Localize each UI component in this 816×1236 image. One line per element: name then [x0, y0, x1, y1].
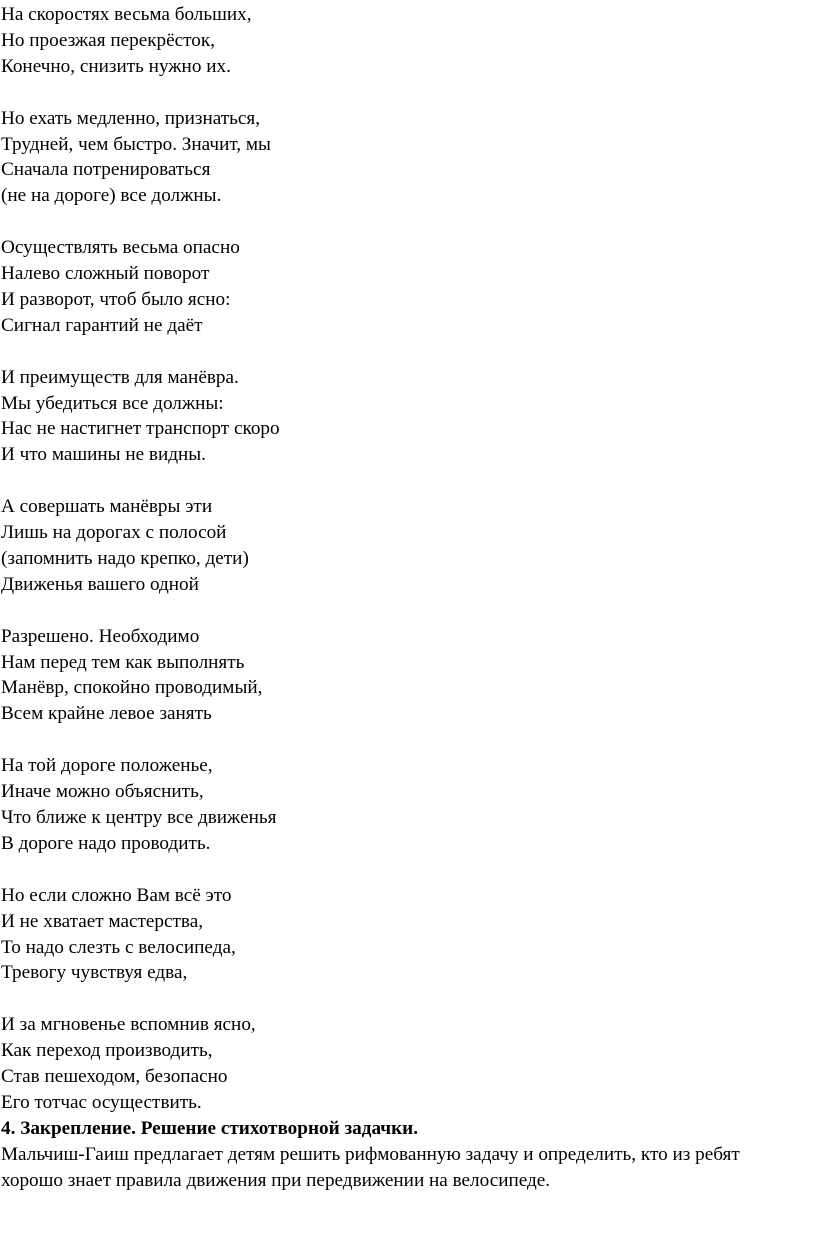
poem-line: Разрешено. Необходимо [1, 625, 200, 647]
poem-stanza-6 [1, 624, 815, 728]
poem-line: И не хватает мастерства, [1, 910, 204, 932]
poem-stanza-8 [1, 883, 815, 987]
poem-line: Лишь на дорогах с полосой [1, 522, 227, 544]
poem-stanza-5 [1, 494, 815, 598]
poem-line: На скоростях весьма больших, [1, 4, 252, 25]
poem-stanza-4 [1, 365, 815, 469]
poem-line: То надо слезть с велосипеда, [1, 936, 236, 958]
poem-line: Налево сложный поворот [1, 263, 210, 285]
poem-line: Манёвр, спокойно проводимый, [1, 677, 263, 699]
section-heading: 4. Закрепление. Решение стихотворной задачки. [1, 1117, 419, 1139]
poem-line: И преимуществ для манёвра. [1, 366, 239, 388]
poem-line: Нам перед тем как выполнять [1, 651, 245, 673]
poem-line: Сначала потренироваться [1, 159, 211, 181]
poem-stanza-7 [1, 753, 815, 857]
paragraph-line: хорошо знает правила движения при передвижении на велосипеде. [1, 1169, 551, 1191]
poem-line: Что ближе к центру все движенья [1, 807, 277, 828]
poem-line: На той дороге положенье, [1, 755, 213, 777]
poem-line: Сигнал гарантий не даёт [1, 314, 203, 336]
poem-stanza-1 [1, 2, 815, 80]
poem-line: Но если сложно Вам всё это [1, 884, 232, 906]
poem-line: В дороге надо проводить. [1, 832, 211, 854]
document-body [1, 2, 815, 1194]
poem-line: Нас не настигнет транспорт скоро [1, 418, 280, 440]
section-paragraph [1, 1142, 815, 1194]
poem-stanza-2 [1, 106, 815, 210]
poem-line: Движенья вашего одной [1, 573, 199, 595]
poem-stanza-9 [1, 1012, 815, 1116]
poem-line: И за мгновенье вспомнив ясно, [1, 1014, 256, 1036]
poem-line: Осуществлять весьма опасно [1, 237, 240, 259]
paragraph-line: Мальчиш-Гаиш предлагает детям решить рифмованную задачу и определить, кто из ребят [1, 1143, 740, 1165]
poem-line: Трудней, чем быстро. Значит, мы [1, 133, 271, 155]
poem-line: Его тотчас осуществить. [1, 1091, 202, 1113]
poem-stanza-3 [1, 235, 815, 339]
poem-line: Мы убедиться все должны: [1, 392, 224, 414]
poem-line: Иначе можно объяснить, [1, 781, 204, 803]
poem-line: (запомнить надо крепко, дети) [1, 547, 249, 569]
poem-line: Но проезжая перекрёсток, [1, 29, 216, 51]
poem-line: Тревогу чувствуя едва, [1, 962, 188, 984]
poem-line: Став пешеходом, безопасно [1, 1066, 228, 1088]
poem-line: И разворот, чтоб было ясно: [1, 288, 231, 310]
poem-line: Всем крайне левое занять [1, 703, 212, 725]
poem-line: (не на дороге) все должны. [1, 185, 222, 207]
poem-line: А совершать манёвры эти [1, 496, 213, 518]
poem-line: И что машины не видны. [1, 444, 206, 466]
poem-line: Но ехать медленно, признаться, [1, 107, 261, 129]
poem-line: Как переход производить, [1, 1040, 213, 1062]
poem-line: Конечно, снизить нужно их. [1, 55, 231, 77]
